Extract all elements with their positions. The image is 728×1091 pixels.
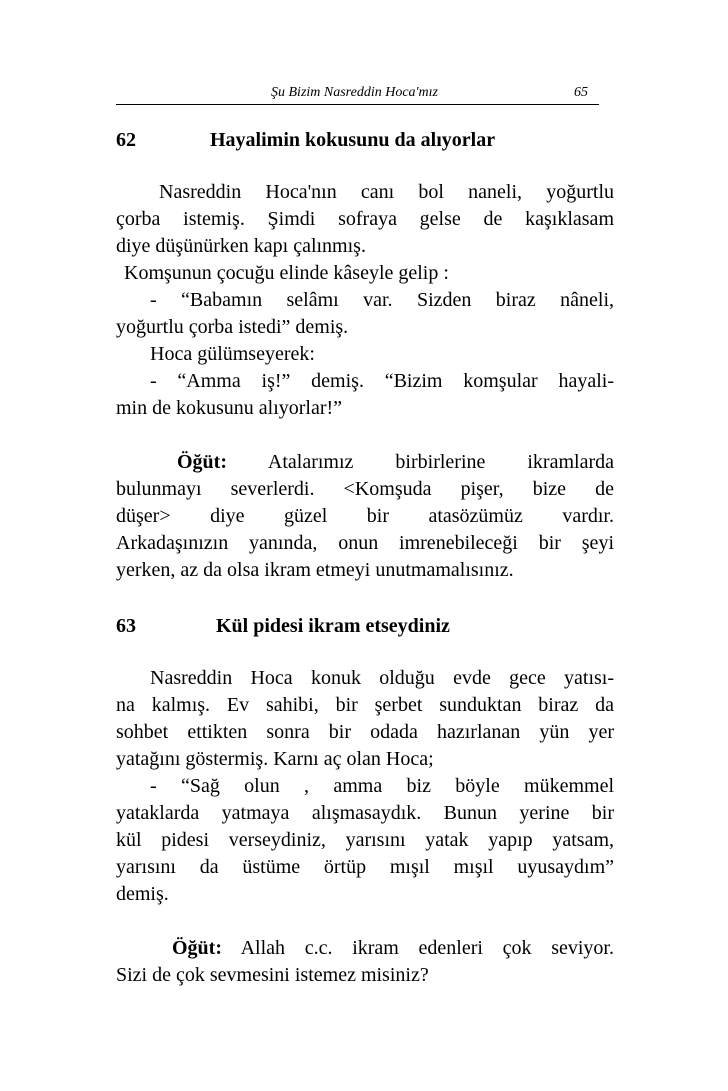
story-62-advice-line-5: yerken, az da olsa ikram etmeyi unutmamalısınız. xyxy=(116,559,514,581)
page-number: 65 xyxy=(574,85,588,100)
book-title: Şu Bizim Nasreddin Hoca'mız xyxy=(271,85,438,100)
story-62-line-4: Komşunun çocuğu elinde kâseyle gelip : xyxy=(124,262,449,284)
story-62-line-9: min de kokusunu alıyorlar!” xyxy=(116,397,343,419)
story-62-advice-line-4: Arkadaşınızın yanında, onun imrenebileceği bir şeyi xyxy=(116,532,614,554)
story-63-line-9: demiş. xyxy=(116,883,169,905)
story-63-line-5: - “Sağ olun , amma biz böyle mükemmel xyxy=(150,775,614,797)
advice-text: Allah c.c. ikram edenleri çok seviyor. xyxy=(240,937,614,959)
story-number: 63 xyxy=(116,615,136,637)
story-63-line-4: yatağını göstermiş. Karnı aç olan Hoca; xyxy=(116,748,434,770)
running-header xyxy=(116,84,599,105)
story-62-advice-line-2: bulunmayı severlerdi. <Komşuda pişer, bize de xyxy=(116,478,614,500)
story-62-line-6: yoğurtlu çorba istedi” demiş. xyxy=(116,316,349,338)
story-62-advice-line-1 xyxy=(177,450,614,474)
story-63-advice-line-2: Sizi de çok sevmesini istemez misiniz? xyxy=(116,964,429,986)
story-62-advice-line-3: düşer> diye güzel bir atasözümüz vardır. xyxy=(116,505,614,527)
story-62-line-5: - “Babamın selâmı var. Sizden biraz nâneli, xyxy=(150,289,614,311)
story-number: 62 xyxy=(116,129,136,151)
story-62-line-3: diye düşünürken kapı çalınmış. xyxy=(116,235,366,257)
story-title: Hayalimin kokusunu da alıyorlar xyxy=(210,129,496,151)
story-62-line-8: - “Amma iş!” demiş. “Bizim komşular hayali- xyxy=(150,370,614,392)
advice-label: Öğüt: xyxy=(177,451,227,473)
story-63-advice-line-1 xyxy=(172,936,614,960)
story-62-line-1: Nasreddin Hoca'nın canı bol naneli, yoğurtlu xyxy=(159,181,614,203)
story-title: Kül pidesi ikram etseydiniz xyxy=(216,615,450,637)
advice-text: Atalarımız birbirlerine ikramlarda xyxy=(267,451,614,473)
story-63-line-2: na kalmış. Ev sahibi, bir şerbet sunduktan biraz da xyxy=(116,694,614,716)
story-62-line-2: çorba istemiş. Şimdi sofraya gelse de kaşıklasam xyxy=(116,208,614,230)
advice-label: Öğüt: xyxy=(172,937,222,959)
story-63-line-1: Nasreddin Hoca konuk olduğu evde gece yatısı- xyxy=(150,667,614,689)
story-63-line-7: kül pidesi verseydiniz, yarısını yatak yapıp yatsam, xyxy=(116,829,614,851)
story-63-line-3: sohbet ettikten sonra bir odada hazırlanan yün yer xyxy=(116,721,614,743)
story-63-line-8: yarısını da üstüme örtüp mışıl mışıl uyusaydım” xyxy=(116,856,614,878)
story-63-line-6: yataklarda yatmaya alışmasaydık. Bunun yerine bir xyxy=(116,802,614,824)
story-62-line-7: Hoca gülümseyerek: xyxy=(150,343,315,365)
